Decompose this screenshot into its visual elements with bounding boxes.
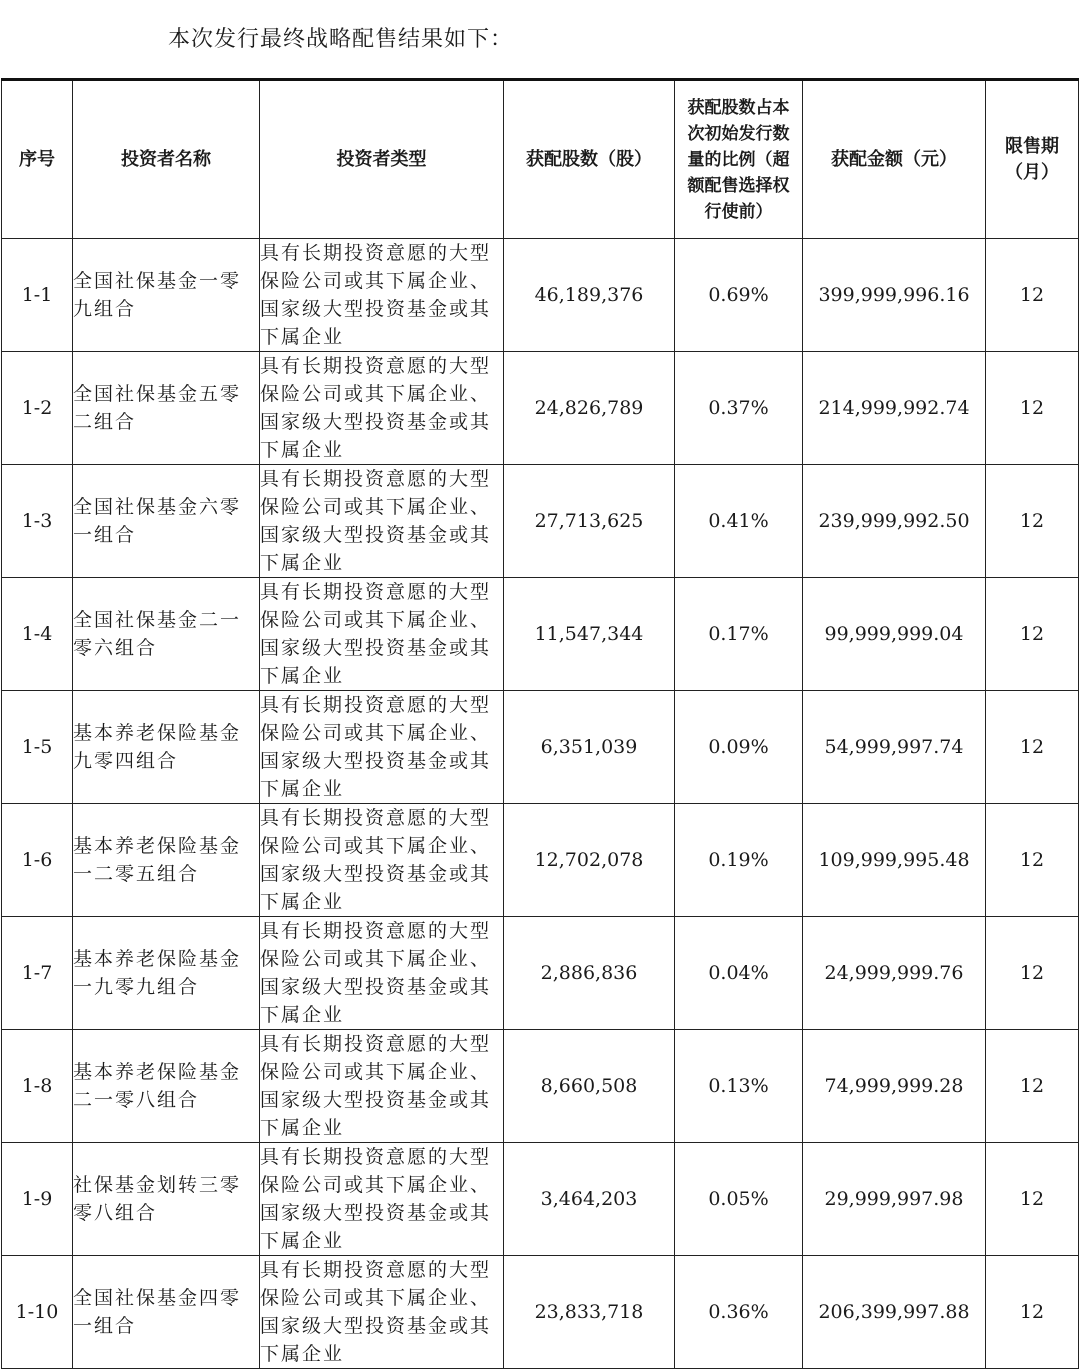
investor-type: 具有长期投资意愿的大型保险公司或其下属企业、国家级大型投资基金或其下属企业	[260, 917, 504, 1030]
table-row	[2, 352, 1079, 465]
investor-name: 基本养老保险基金一二零五组合	[73, 804, 260, 917]
allocated-shares: 3,464,203	[504, 1143, 675, 1256]
investor-name: 全国社保基金四零一组合	[73, 1256, 260, 1369]
row-index: 1-9	[2, 1143, 73, 1256]
investor-type: 具有长期投资意愿的大型保险公司或其下属企业、国家级大型投资基金或其下属企业	[260, 1256, 504, 1369]
row-index: 1-10	[2, 1256, 73, 1369]
header-allocated-shares: 获配股数（股）	[504, 80, 675, 239]
investor-type: 具有长期投资意愿的大型保险公司或其下属企业、国家级大型投资基金或其下属企业	[260, 804, 504, 917]
allocated-amount: 109,999,995.48	[803, 804, 986, 917]
table-row	[2, 917, 1079, 1030]
lockup-period: 12	[986, 1030, 1079, 1143]
table-row	[2, 804, 1079, 917]
allocation-ratio: 0.17%	[675, 578, 803, 691]
investor-name: 基本养老保险基金九零四组合	[73, 691, 260, 804]
investor-name: 全国社保基金一零九组合	[73, 239, 260, 352]
lockup-period: 12	[986, 1143, 1079, 1256]
lockup-period: 12	[986, 804, 1079, 917]
header-index: 序号	[2, 80, 73, 239]
allocated-shares: 27,713,625	[504, 465, 675, 578]
investor-name: 社保基金划转三零零八组合	[73, 1143, 260, 1256]
investor-type: 具有长期投资意愿的大型保险公司或其下属企业、国家级大型投资基金或其下属企业	[260, 239, 504, 352]
allocation-ratio: 0.41%	[675, 465, 803, 578]
investor-name: 全国社保基金二一零六组合	[73, 578, 260, 691]
allocated-shares: 11,547,344	[504, 578, 675, 691]
row-index: 1-4	[2, 578, 73, 691]
table-row	[2, 691, 1079, 804]
table-row	[2, 239, 1079, 352]
allocated-shares: 12,702,078	[504, 804, 675, 917]
allocation-ratio: 0.19%	[675, 804, 803, 917]
allocated-amount: 99,999,999.04	[803, 578, 986, 691]
lockup-period: 12	[986, 1256, 1079, 1369]
allocated-amount: 24,999,999.76	[803, 917, 986, 1030]
allocated-shares: 46,189,376	[504, 239, 675, 352]
header-lockup-period: 限售期（月）	[986, 80, 1079, 239]
allocation-ratio: 0.69%	[675, 239, 803, 352]
table-header-row	[2, 80, 1079, 239]
lockup-period: 12	[986, 917, 1079, 1030]
investor-name: 基本养老保险基金二一零八组合	[73, 1030, 260, 1143]
allocated-shares: 8,660,508	[504, 1030, 675, 1143]
row-index: 1-6	[2, 804, 73, 917]
lockup-period: 12	[986, 239, 1079, 352]
allocation-ratio: 0.36%	[675, 1256, 803, 1369]
allocated-amount: 206,399,997.88	[803, 1256, 986, 1369]
lockup-period: 12	[986, 691, 1079, 804]
investor-type: 具有长期投资意愿的大型保险公司或其下属企业、国家级大型投资基金或其下属企业	[260, 691, 504, 804]
allocated-amount: 29,999,997.98	[803, 1143, 986, 1256]
investor-name: 全国社保基金六零一组合	[73, 465, 260, 578]
investor-type: 具有长期投资意愿的大型保险公司或其下属企业、国家级大型投资基金或其下属企业	[260, 1030, 504, 1143]
investor-type: 具有长期投资意愿的大型保险公司或其下属企业、国家级大型投资基金或其下属企业	[260, 352, 504, 465]
row-index: 1-1	[2, 239, 73, 352]
allocation-ratio: 0.05%	[675, 1143, 803, 1256]
allocation-ratio: 0.13%	[675, 1030, 803, 1143]
allocated-amount: 239,999,992.50	[803, 465, 986, 578]
allocated-shares: 23,833,718	[504, 1256, 675, 1369]
allocation-ratio: 0.37%	[675, 352, 803, 465]
intro-text: 本次发行最终战略配售结果如下：	[168, 27, 514, 52]
allocation-ratio: 0.09%	[675, 691, 803, 804]
allocated-shares: 6,351,039	[504, 691, 675, 804]
allocated-amount: 74,999,999.28	[803, 1030, 986, 1143]
header-investor-type: 投资者类型	[260, 80, 504, 239]
header-allocation-ratio: 获配股数占本次初始发行数量的比例（超额配售选择权行使前）	[675, 80, 803, 239]
allocated-amount: 214,999,992.74	[803, 352, 986, 465]
lockup-period: 12	[986, 352, 1079, 465]
investor-name: 基本养老保险基金一九零九组合	[73, 917, 260, 1030]
table-row	[2, 578, 1079, 691]
investor-type: 具有长期投资意愿的大型保险公司或其下属企业、国家级大型投资基金或其下属企业	[260, 465, 504, 578]
row-index: 1-3	[2, 465, 73, 578]
allocated-shares: 2,886,836	[504, 917, 675, 1030]
row-index: 1-7	[2, 917, 73, 1030]
header-investor-name: 投资者名称	[73, 80, 260, 239]
allocated-amount: 399,999,996.16	[803, 239, 986, 352]
table-row	[2, 1030, 1079, 1143]
investor-type: 具有长期投资意愿的大型保险公司或其下属企业、国家级大型投资基金或其下属企业	[260, 578, 504, 691]
table-row	[2, 1143, 1079, 1256]
allocated-amount: 54,999,997.74	[803, 691, 986, 804]
row-index: 1-5	[2, 691, 73, 804]
table-row	[2, 1256, 1079, 1369]
lockup-period: 12	[986, 465, 1079, 578]
table-row	[2, 465, 1079, 578]
header-allocated-amount: 获配金额（元）	[803, 80, 986, 239]
allocation-ratio: 0.04%	[675, 917, 803, 1030]
investor-name: 全国社保基金五零二组合	[73, 352, 260, 465]
lockup-period: 12	[986, 578, 1079, 691]
allocated-shares: 24,826,789	[504, 352, 675, 465]
allocation-table	[1, 78, 1079, 1369]
row-index: 1-2	[2, 352, 73, 465]
investor-type: 具有长期投资意愿的大型保险公司或其下属企业、国家级大型投资基金或其下属企业	[260, 1143, 504, 1256]
row-index: 1-8	[2, 1030, 73, 1143]
